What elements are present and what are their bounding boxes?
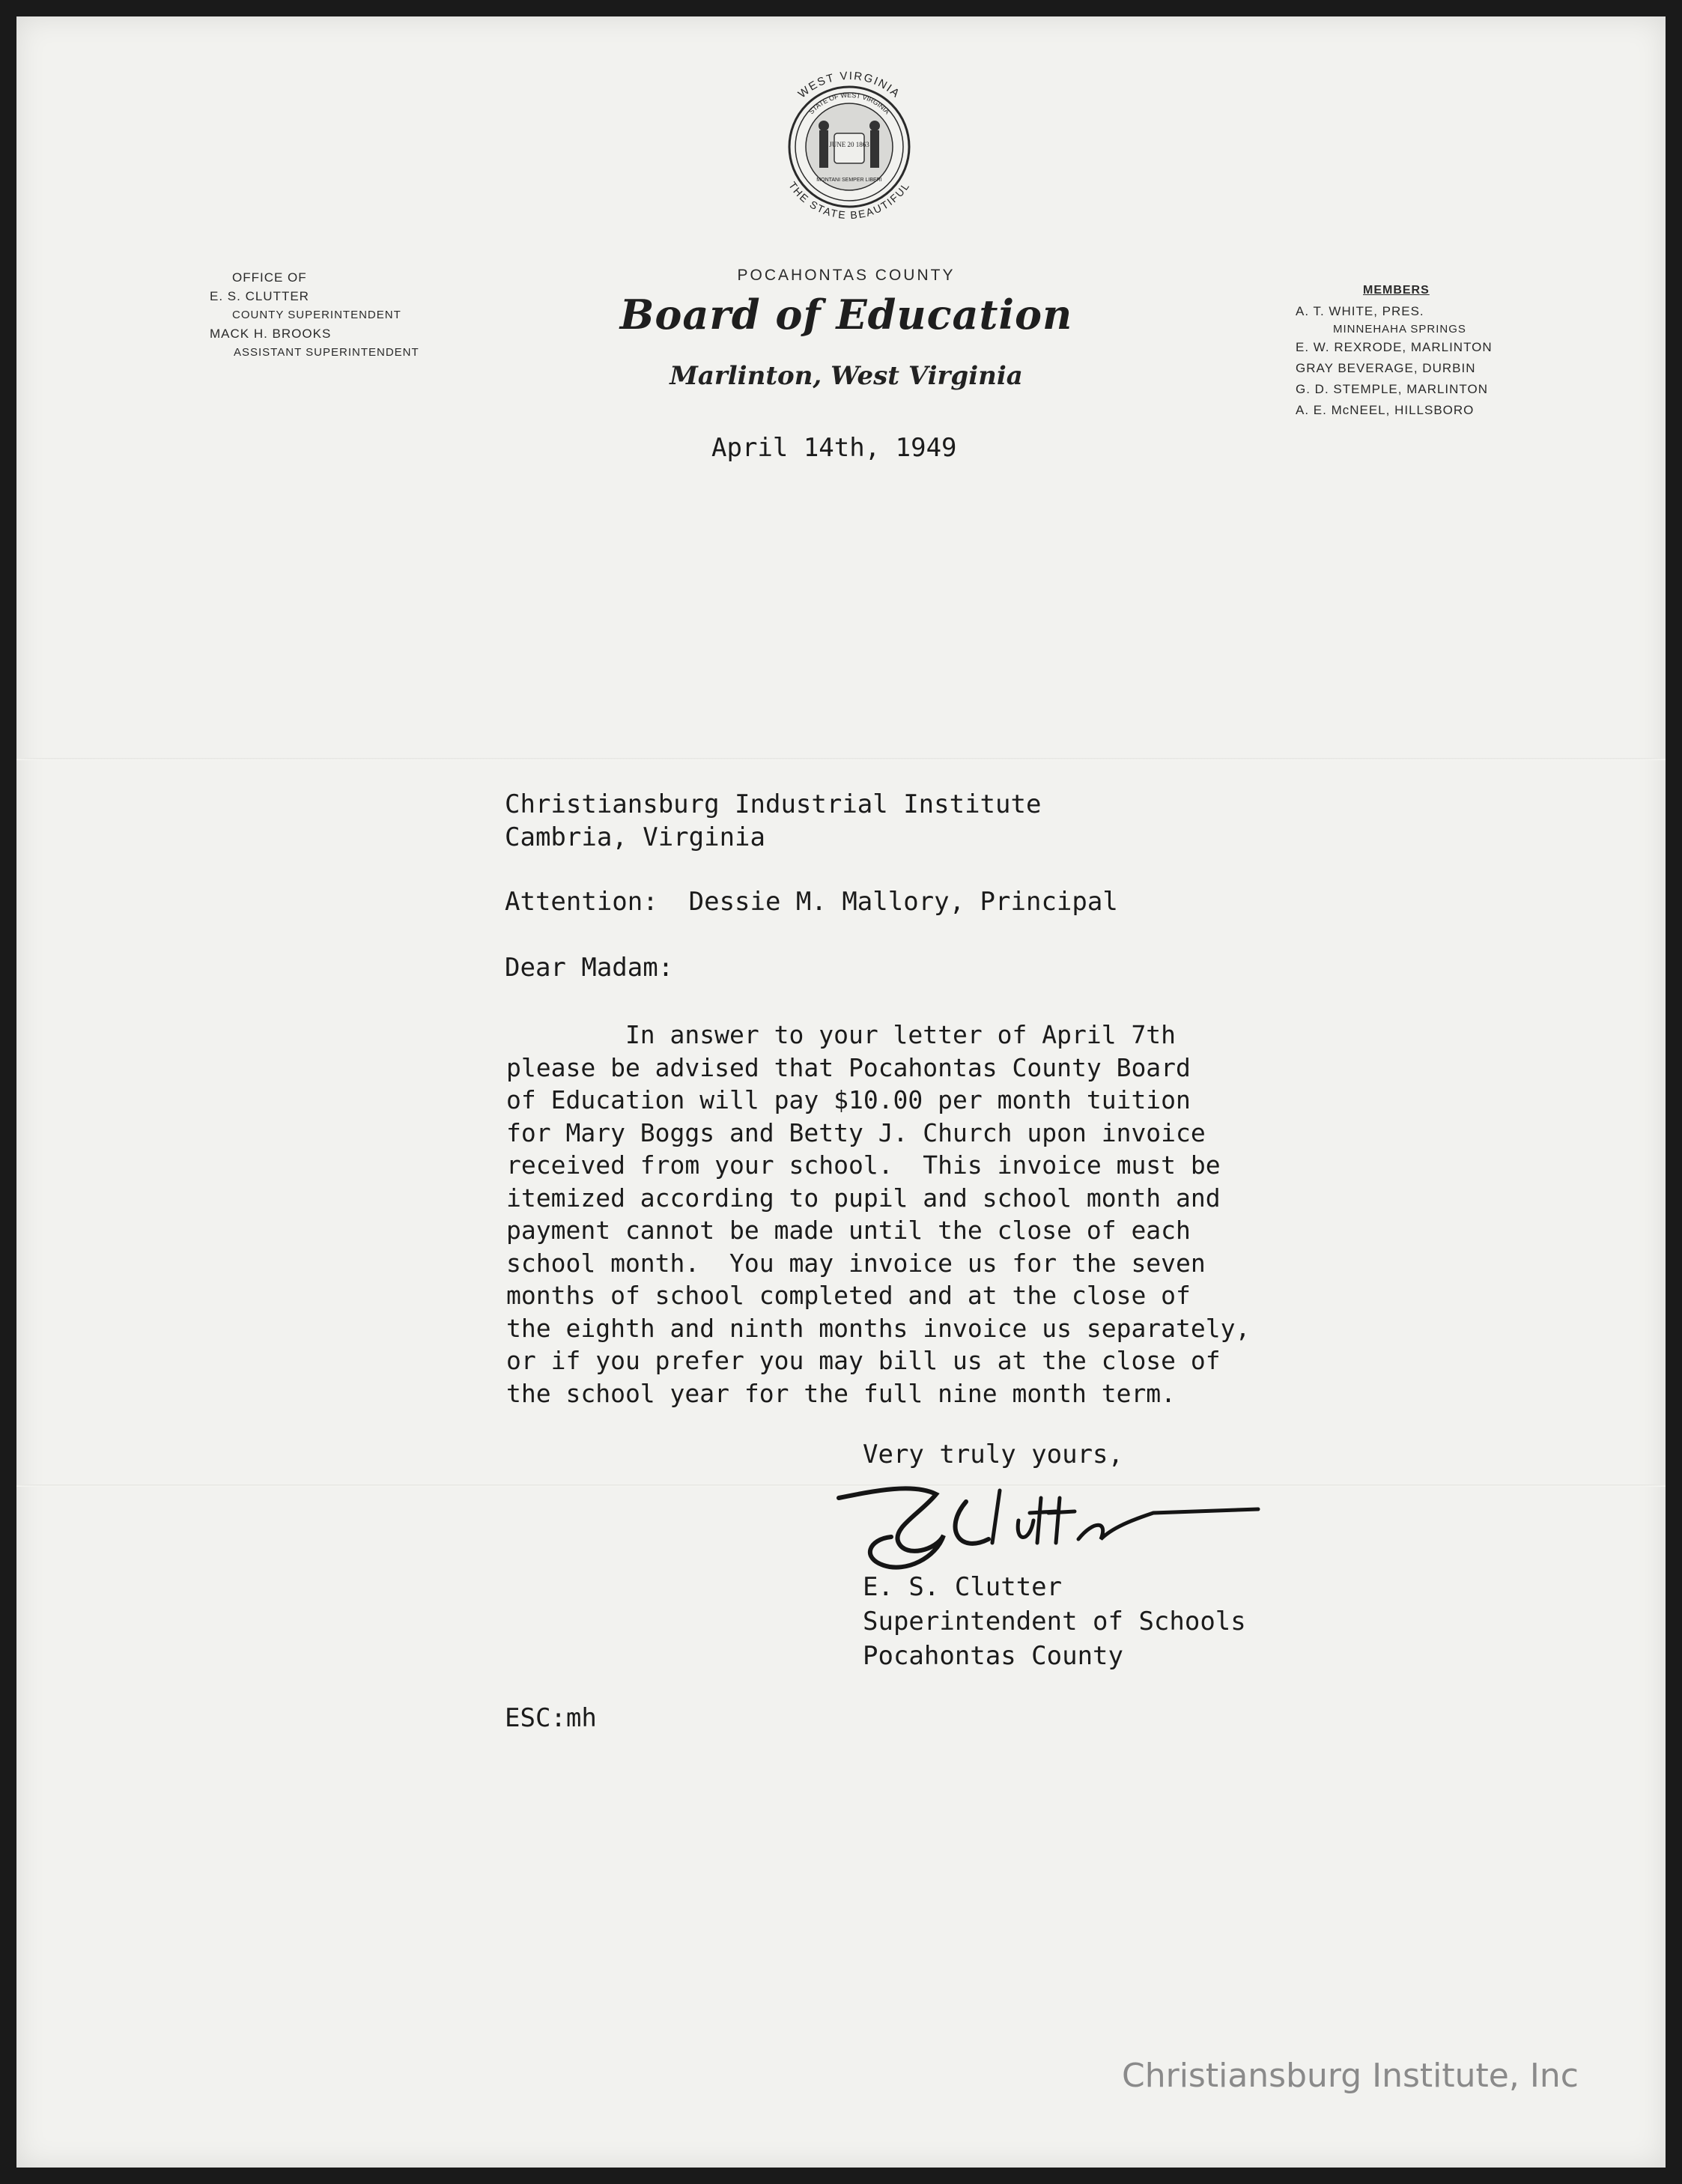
closing: Very truly yours, [863,1440,1123,1469]
handwritten-signature [816,1468,1266,1580]
member-item: MINNEHAHA SPRINGS [1333,323,1466,336]
attention-line: Attention: Dessie M. Mallory, Principal [505,887,1118,917]
signer-county: Pocahontas County [863,1641,1123,1671]
body-line: or if you prefer you may bill us at the close of [506,1346,1221,1375]
superintendent-title: COUNTY SUPERINTENDENT [232,309,401,321]
seal-bottom-text: THE STATE BEAUTIFUL [786,179,912,222]
body-line: received from your school. This invoice must be [506,1150,1221,1180]
member-item: A. T. WHITE, PRES. [1296,304,1424,318]
recipient-line-1: Christiansburg Industrial Institute [505,789,1042,819]
body-line: months of school completed and at the close of [506,1281,1191,1310]
member-item: A. E. McNEEL, HILLSBORO [1296,403,1475,417]
seal-inner-text: STATE OF WEST VIRGINIA [807,91,891,116]
members-block [1296,280,1565,421]
recipient-line-2: Cambria, Virginia [505,822,765,852]
letter-body [506,1019,1250,1410]
signer-title: Superintendent of Schools [863,1607,1246,1637]
office-block [210,268,464,362]
assistant-title: ASSISTANT SUPERINTENDENT [234,346,419,359]
city-line: Marlinton, West Virginia [670,361,1023,391]
member-item: E. W. REXRODE, MARLINTON [1296,340,1493,354]
board-title: Board of Education [619,291,1073,339]
body-line: the school year for the full nine month term. [506,1378,1177,1408]
body-line: for Mary Boggs and Betty J. Church upon invoice [506,1117,1206,1147]
seal-top-text: WEST VIRGINIA [795,69,903,101]
body-line: payment cannot be made until the close of each [506,1216,1191,1245]
seal-date: JUNE 20 1863 [829,141,869,148]
body-line: itemized according to pupil and school month and [506,1183,1221,1213]
letter-date: April 14th, 1949 [711,433,957,463]
county-heading: POCAHONTAS COUNTY [737,267,956,284]
body-line: In answer to your letter of April 7th [506,1020,1177,1049]
office-of-label: OFFICE OF [232,270,307,285]
body-line: school month. You may invoice us for the seven [506,1248,1206,1278]
signer-name: E. S. Clutter [863,1572,1063,1602]
superintendent-name: E. S. CLUTTER [210,289,309,303]
body-line: of Education will pay $10.00 per month tuition [506,1085,1191,1114]
salutation: Dear Madam: [505,953,674,983]
members-header: MEMBERS [1363,284,1430,297]
watermark: Christiansburg Institute, Inc [1122,2057,1579,2095]
body-line: please be advised that Pocahontas County Board [506,1052,1191,1082]
member-item: GRAY BEVERAGE, DURBIN [1296,361,1476,375]
member-item: G. D. STEMPLE, MARLINTON [1296,382,1489,396]
assistant-name: MACK H. BROOKS [210,327,332,341]
body-line: the eighth and ninth months invoice us separately, [506,1313,1251,1343]
reference-initials: ESC:mh [505,1703,597,1733]
west-virginia-seal-icon [761,58,938,235]
signature-block [863,1570,1246,1673]
fold-crease [16,758,1666,760]
seal-motto: MONTANI SEMPER LIBERI [816,178,882,183]
